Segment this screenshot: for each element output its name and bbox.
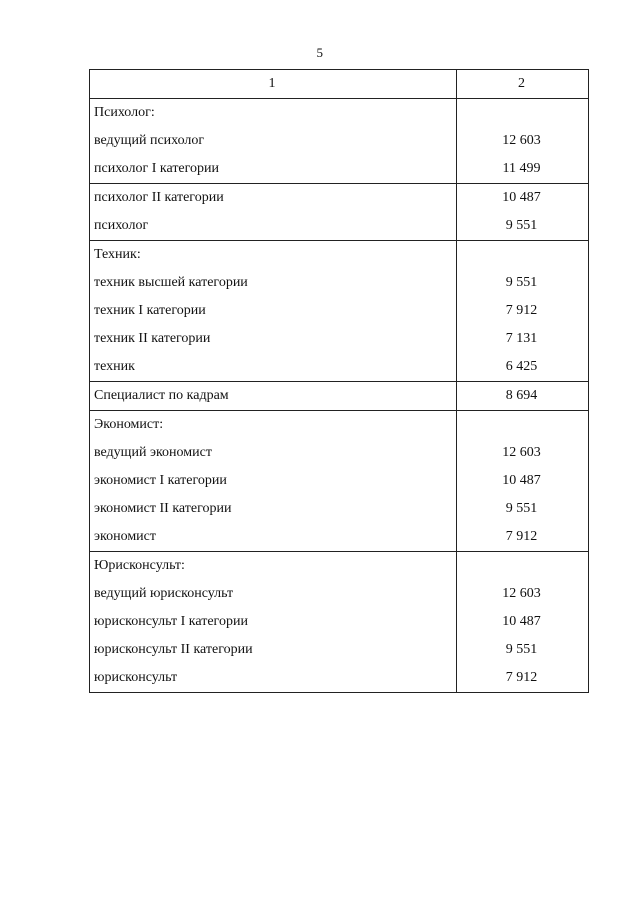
salary-value-cell: 9 551 <box>457 636 589 664</box>
salary-value-cell: 12 603 <box>457 580 589 608</box>
table-row <box>90 382 589 411</box>
salary-value-cell: 9 551 <box>457 495 589 523</box>
table-row <box>90 127 589 155</box>
position-name-cell: психолог I категории <box>90 155 457 184</box>
table-row <box>90 99 589 128</box>
table-row <box>90 411 589 440</box>
table-row <box>90 212 589 241</box>
position-name-cell: ведущий юрисконсульт <box>90 580 457 608</box>
position-name-cell: техник высшей категории <box>90 269 457 297</box>
position-name-cell: Юрисконсульт: <box>90 552 457 581</box>
table-row <box>90 439 589 467</box>
position-name-cell: юрисконсульт I категории <box>90 608 457 636</box>
table-row <box>90 495 589 523</box>
salary-value-cell: 8 694 <box>457 382 589 411</box>
table-row <box>90 580 589 608</box>
salary-value-cell <box>457 99 589 128</box>
salary-table <box>89 69 589 693</box>
position-name-cell: психолог <box>90 212 457 241</box>
table-row <box>90 241 589 270</box>
table-row <box>90 636 589 664</box>
table-body <box>90 70 589 693</box>
salary-value-cell: 11 499 <box>457 155 589 184</box>
page-number: 5 <box>316 45 324 60</box>
table-row <box>90 608 589 636</box>
salary-value-cell: 12 603 <box>457 439 589 467</box>
salary-value-cell: 12 603 <box>457 127 589 155</box>
salary-value-cell: 7 912 <box>457 523 589 552</box>
column-header-1: 1 <box>90 70 457 99</box>
table-row <box>90 664 589 693</box>
position-name-cell: Специалист по кадрам <box>90 382 457 411</box>
salary-value-cell: 7 912 <box>457 297 589 325</box>
position-name-cell: психолог II категории <box>90 184 457 213</box>
position-name-cell: техник I категории <box>90 297 457 325</box>
column-header-2: 2 <box>457 70 589 99</box>
salary-value-cell: 9 551 <box>457 212 589 241</box>
table-row <box>90 184 589 213</box>
table-row <box>90 325 589 353</box>
position-name-cell: экономист I категории <box>90 467 457 495</box>
table-row <box>90 523 589 552</box>
salary-value-cell <box>457 241 589 270</box>
position-name-cell: техник II категории <box>90 325 457 353</box>
salary-value-cell: 7 912 <box>457 664 589 693</box>
salary-value-cell: 10 487 <box>457 608 589 636</box>
position-name-cell: экономист <box>90 523 457 552</box>
salary-value-cell: 10 487 <box>457 184 589 213</box>
position-name-cell: Техник: <box>90 241 457 270</box>
table-row <box>90 552 589 581</box>
salary-value-cell <box>457 552 589 581</box>
position-name-cell: техник <box>90 353 457 382</box>
position-name-cell: Психолог: <box>90 99 457 128</box>
salary-value-cell: 7 131 <box>457 325 589 353</box>
table-row <box>90 297 589 325</box>
position-name-cell: Экономист: <box>90 411 457 440</box>
position-name-cell: экономист II категории <box>90 495 457 523</box>
position-name-cell: юрисконсульт II категории <box>90 636 457 664</box>
salary-value-cell: 9 551 <box>457 269 589 297</box>
table-header-row <box>90 70 589 99</box>
salary-value-cell: 10 487 <box>457 467 589 495</box>
position-name-cell: юрисконсульт <box>90 664 457 693</box>
position-name-cell: ведущий психолог <box>90 127 457 155</box>
table-row <box>90 467 589 495</box>
table-row <box>90 269 589 297</box>
table-row <box>90 155 589 184</box>
salary-value-cell <box>457 411 589 440</box>
table-row <box>90 353 589 382</box>
salary-value-cell: 6 425 <box>457 353 589 382</box>
position-name-cell: ведущий экономист <box>90 439 457 467</box>
